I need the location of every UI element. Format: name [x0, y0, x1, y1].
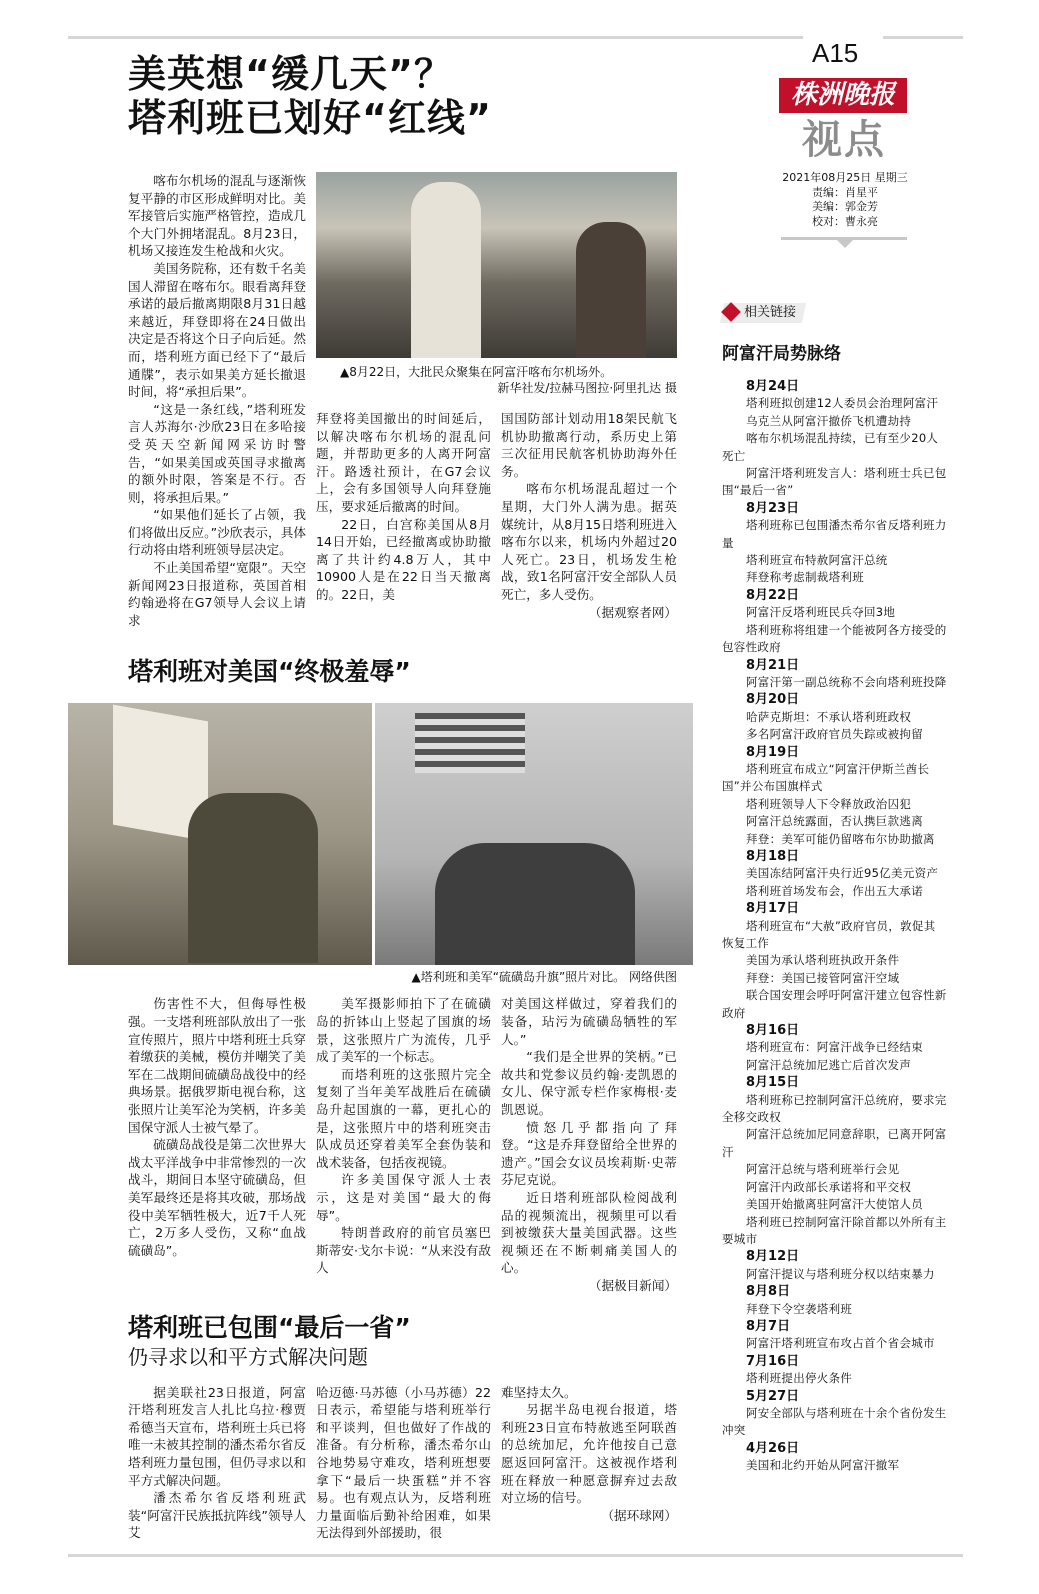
photo2-caption: ▲塔利班和美军“硫磺岛升旗”照片对比。 网络供图 — [411, 970, 677, 985]
art-editor: 美编：郭金芳 — [812, 200, 878, 213]
paragraph: 不止美国希望“宽限”。天空新闻网23日报道称，英国首相约翰逊将在G7领导人会议上请求 — [128, 560, 306, 628]
article2-col2 — [316, 995, 491, 1277]
paragraph: 据美联社23日报道，阿富汗塔利班发言人扎比乌拉·穆贾希德当天宣布，塔利班士兵已将唯一未被其控制的潘杰希尔省反塔利班力量包围，但仍寻求以和平方式解决问题。 — [128, 1384, 306, 1488]
timeline-date: 8月12日 — [746, 1249, 800, 1265]
paragraph: “这是一条红线，”塔利班发言人苏海尔·沙欣23日在多哈接受英天空新闻网采访时警告，“如果美国或英国寻求撤离的额外时限，答案是不行。否则，将承担后果。” — [128, 401, 306, 505]
timeline-item: 塔利班已控制阿富汗除首都以外所有主要城市 — [722, 1214, 947, 1246]
timeline-item: 塔利班称将组建一个能被阿各方接受的包容性政府 — [722, 622, 947, 655]
paragraph: 近日塔利班部队检阅战利品的视频流出，视频里可以看到被缴获大量美国武器。这些视频还在不断刺痛美国人的心。 — [501, 1189, 677, 1276]
timeline-item: 阿富汗总统露面，否认携巨款逃离 — [746, 814, 923, 829]
timeline-item: 美国开始撤离驻阿富汗大使馆人员 — [746, 1197, 923, 1212]
article3-body — [68, 1384, 693, 1542]
soldiers-shape — [435, 843, 635, 965]
timeline-date: 5月27日 — [746, 1388, 800, 1404]
paragraph: 而塔利班的这张照片完全复刻了当年美军战胜后在硫磺岛升起国旗的一幕，更扎心的是，这张照片中的塔利班突击队成员还穿着美军全套伪装和战术装备，包括夜视镜。 — [316, 1066, 491, 1170]
timeline-item: 阿富汗总统加尼逃亡后首次发声 — [746, 1057, 912, 1072]
article2-photos — [68, 703, 693, 965]
article2-body — [68, 995, 693, 1294]
paragraph: 另据半岛电视台报道，塔利班23日宣布特赦逃至阿联酋的总统加尼，允许他按自己意愿返回阿富汗。这被视作塔利班在释放一种愿意摒弃过去敌对立场的信号。 — [501, 1402, 677, 1506]
related-links-label: 相关链接 — [744, 305, 797, 320]
source: （据环球网） — [601, 1507, 677, 1523]
timeline-item: 塔利班提出停火条件 — [746, 1371, 853, 1386]
photo-figure — [576, 222, 646, 358]
timeline-item: 塔利班称已控制阿富汗总统府，要求完全移交政权 — [722, 1092, 947, 1125]
article1-right — [316, 172, 693, 621]
timeline-item: 联合国安理会呼吁阿富汗建立包容性新政府 — [722, 988, 947, 1020]
paragraph: 硫磺岛战役是第二次世界大战太平洋战争中非常惨烈的一次战斗，期间日本坚守硫磺岛，但美军最终还是将其攻破，那场战役中美军牺牲极大，近7千人死亡，2万多人受伤，又称“血战硫磺岛”。 — [128, 1137, 306, 1258]
timeline-item: 拜登称考虑制裁塔利班 — [746, 570, 864, 585]
photo1-credit: 新华社发/拉赫马图拉·阿里扎达 摄 — [497, 381, 677, 395]
iwo-jima-flag-photo — [375, 703, 693, 965]
paragraph: 许多美国保守派人士表示，这是对美国“最大的侮辱”。 — [316, 1172, 491, 1223]
timeline-item: 阿富汗总统与塔利班举行会见 — [746, 1162, 900, 1177]
paragraph: 潘杰希尔省反塔利班武装“阿富汗民族抵抗阵线”领导人艾 — [128, 1490, 306, 1541]
article3-col2 — [316, 1384, 491, 1542]
article1-title-line1: 美英想“缓几天”？ — [128, 52, 453, 96]
timeline-item: 拜登下令空袭塔利班 — [746, 1301, 853, 1316]
timeline-item: 拜登：美国已接管阿富汗空域 — [746, 970, 900, 985]
article2-col3 — [501, 995, 677, 1294]
timeline-item: 塔利班宣布：阿富汗战争已经结束 — [746, 1040, 923, 1055]
paragraph: 对美国这样做过，穿着我们的装备，玷污为硫磺岛牺牲的军人。” — [501, 996, 677, 1047]
paragraph: 喀布尔机场混乱超过一个星期，大门外人满为患。据英媒统计，从8月15日塔利班进入喀布尔以来，机场内外超过20人死亡。23日，机场发生枪战，致1名阿富汗安全部队人员死亡，多人受伤。 — [501, 481, 677, 602]
timeline-item: 阿安全部队与塔利班在十余个省份发生冲突 — [722, 1405, 947, 1438]
article3-title: 塔利班已包围“最后一省” — [128, 1312, 411, 1342]
article1-title — [68, 52, 693, 140]
article2 — [68, 657, 693, 1294]
article1-body — [68, 172, 693, 629]
timeline-date: 8月21日 — [746, 657, 800, 673]
paragraph: 美军摄影师拍下了在硫磺岛的折钵山上竖起了国旗的场景，这张照片广为流传，几乎成了美军的一个标志。 — [316, 996, 491, 1065]
paragraph: “我们是全世界的笑柄。”已故共和党参议员约翰·麦凯恩的女儿、保守派专栏作家梅根·麦凯恩说。 — [501, 1049, 677, 1117]
timeline — [722, 378, 947, 1475]
timeline-item: 阿富汗反塔利班民兵夺回3地 — [746, 605, 896, 620]
paragraph: 22日，白宫称美国从8月14日开始，已经撤离或协助撤离了共计约4.8万人，其中10900人是在22日当天撤离的。22日，美 — [316, 516, 491, 602]
masthead-info — [760, 171, 930, 229]
timeline-item: 乌克兰从阿富汗撤侨飞机遭劫持 — [746, 413, 912, 428]
article2-col1 — [128, 995, 306, 1259]
timeline-date: 8月8日 — [746, 1284, 791, 1300]
source: （据极目新闻） — [588, 1277, 677, 1293]
editor: 责编：肖星平 — [812, 185, 878, 199]
source: （据观察者网） — [588, 604, 677, 620]
issue-date: 2021年08月25日 星期三 — [782, 171, 908, 184]
timeline-date: 4月26日 — [746, 1440, 800, 1456]
article3-subtitle: 仍寻求以和平方式解决问题 — [128, 1344, 368, 1369]
timeline-item: 阿富汗内政部长承诺将和平交权 — [746, 1179, 912, 1194]
article2-title: 塔利班对美国“终极羞辱” — [128, 657, 411, 687]
paragraph: 国国防部计划动用18架民航飞机协助撤离行动，系历史上第三次征用民航客机协助海外任务。 — [501, 411, 677, 479]
section-name: 视点 — [802, 116, 886, 163]
timeline-item: 美国冻结阿富汗央行近95亿美元资产 — [746, 866, 939, 881]
article1-title-line2: 塔利班已划好“红线” — [128, 96, 492, 140]
timeline-item: 塔利班宣布“大赦”政府官员，敦促其恢复工作 — [722, 918, 936, 950]
paper-logo: 株洲晚报 — [779, 78, 907, 113]
paragraph: 拜登将美国撤出的时间延后，以解决喀布尔机场的混乱问题，并帮助更多的人离开阿富汗。路透社预计，在G7会议上，会有多国领导人向拜登施压，要求延后撤离的时间。 — [316, 411, 491, 514]
article1-col3 — [501, 410, 677, 621]
top-rule-right — [883, 36, 963, 39]
timeline-item: 喀布尔机场混乱持续，已有至少20人死亡 — [722, 431, 939, 463]
article3-col1 — [128, 1384, 306, 1542]
bottom-rule — [68, 1554, 963, 1557]
photo-figure — [411, 182, 481, 358]
divider-arrow-icon — [837, 240, 853, 248]
timeline-item: 阿富汗塔利班宣布攻占首个省会城市 — [746, 1336, 935, 1351]
kabul-airport-crowd-photo — [316, 172, 677, 358]
paragraph: “如果他们延长了占领，我们将做出反应。”沙欣表示，具体行动将由塔利班领导层决定。 — [128, 507, 306, 558]
article1 — [68, 52, 693, 629]
main-column — [68, 52, 693, 1542]
taliban-flag-photo — [68, 703, 372, 965]
timeline-date: 8月17日 — [746, 901, 800, 917]
timeline-item: 哈萨克斯坦：不承认塔利班政权 — [746, 709, 912, 724]
soldiers-shape — [188, 793, 318, 963]
timeline-date: 8月15日 — [746, 1075, 800, 1091]
photo1-caption: ▲8月22日，大批民众聚集在阿富汗喀布尔机场外。 — [340, 365, 613, 379]
timeline-item: 拜登：美军可能仍留喀布尔协助撤离 — [746, 831, 935, 846]
timeline-date: 8月24日 — [746, 379, 800, 394]
timeline-item: 美国为承认塔利班执政开条件 — [746, 953, 900, 968]
timeline-item: 塔利班首场发布会，作出五大承诺 — [746, 883, 923, 898]
timeline-item: 塔利班领导人下令释放政治囚犯 — [746, 796, 912, 811]
timeline-item: 阿富汗第一副总统称不会向塔利班投降 — [746, 674, 947, 689]
timeline-item: 塔利班拟创建12人委员会治理阿富汗 — [746, 396, 939, 411]
timeline-date: 8月20日 — [746, 692, 800, 708]
paragraph: 特朗普政府的前官员塞巴斯蒂安·戈尔卡说：“从来没有敌人 — [316, 1225, 491, 1276]
timeline-date: 8月7日 — [746, 1318, 791, 1334]
sidebar-title: 阿富汗局势脉络 — [722, 344, 841, 364]
us-flag-shape — [415, 713, 525, 773]
page-number: A15 — [812, 38, 859, 68]
article3-col3 — [501, 1384, 677, 1525]
timeline-item: 阿富汗总统加尼同意辞职，已离开阿富汗 — [722, 1127, 947, 1159]
article1-col1 — [128, 172, 306, 629]
paragraph: 美国务院称，还有数千名美国人滞留在喀布尔。眼看离拜登承诺的最后撤离期限8月31日越来越近，拜登即将在24日做出决定是否将这个日子向后延。然而，塔利班方面已经下了“最后通牒”，表示如果美方延长撤退时间，将“承担后果”。 — [128, 260, 306, 400]
timeline-item: 阿富汗塔利班发言人：塔利班士兵已包围“最后一省” — [722, 466, 947, 498]
proofreader: 校对：曹永亮 — [812, 214, 878, 228]
top-rule-left — [68, 36, 803, 39]
paragraph: 愤怒几乎都指向了拜登。“这是乔拜登留给全世界的遗产。”国会女议员埃莉斯·史蒂芬尼克说。 — [501, 1119, 677, 1188]
paragraph: 难坚持太久。 — [501, 1384, 577, 1400]
timeline-item: 塔利班宣布特赦阿富汗总统 — [746, 553, 888, 568]
timeline-item: 美国和北约开始从阿富汗撤军 — [746, 1458, 900, 1473]
article1-lower — [316, 410, 693, 621]
article3 — [68, 1313, 693, 1542]
timeline-date: 8月19日 — [746, 744, 800, 760]
timeline-date: 8月23日 — [746, 500, 800, 516]
timeline-item: 阿富汗提议与塔利班分权以结束暴力 — [746, 1266, 935, 1281]
paragraph: 伤害性不大，但侮辱性极强。一支塔利班部队放出了一张宣传照片，照片中塔利班士兵穿着缴获的美械，模仿并嘲笑了美军在二战期间硫磺岛战役中的经典场景。据俄罗斯电视台称，这张照片让美军沦为笑柄，许多美国保守派人士被气晕了。 — [128, 996, 306, 1135]
paragraph: 喀布尔机场的混乱与逐渐恢复平静的市区形成鲜明对比。美军接管后实施严格管控，造成几个大门外拥堵混乱。8月23日，机场又接连发生枪战和火灾。 — [128, 173, 306, 259]
timeline-item: 塔利班称已包围潘杰希尔省反塔利班力量 — [722, 518, 947, 550]
timeline-date: 8月16日 — [746, 1023, 800, 1039]
timeline-date: 8月18日 — [746, 848, 800, 864]
timeline-date: 8月22日 — [746, 587, 800, 603]
timeline-item: 多名阿富汗政府官员失踪或被拘留 — [746, 727, 923, 742]
timeline-date: 7月16日 — [746, 1353, 800, 1369]
timeline-item: 塔利班宣布成立“阿富汗伊斯兰酋长国”并公布国旗样式 — [722, 761, 930, 794]
article1-col2 — [316, 410, 491, 604]
paragraph: 哈迈德·马苏德（小马苏德）22日表示，希望能与塔利班举行和平谈判，但也做好了作战的准备。有分析称，潘杰希尔山谷地势易守难攻，塔利班想要拿下“最后一块蛋糕”并不容易。也有观点认为，反塔利班力量面临后勤补给困难，如果无法得到外部援助，很 — [316, 1384, 491, 1541]
